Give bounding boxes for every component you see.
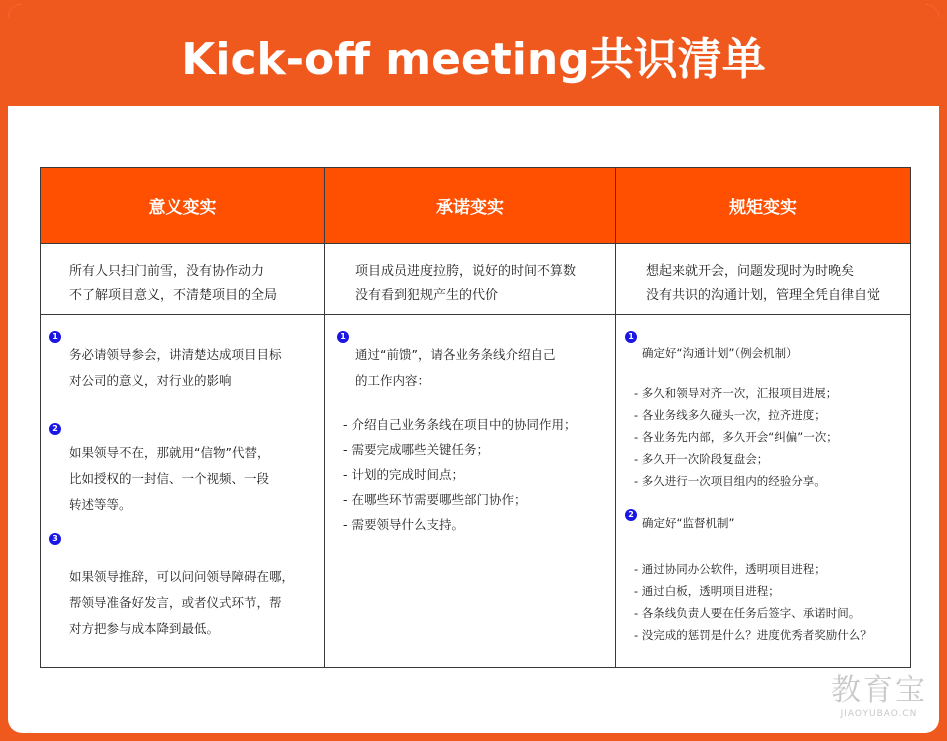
bullet-item: - 多久和领导对齐一次，汇报项目进展； [634,386,838,400]
number-badge: 3 [49,533,61,545]
point-line: 帮领导准备好发言，或者仪式环节，帮 [69,595,282,610]
section-heading: 确定好“监督机制” [642,516,735,530]
point-line: 通过“前馈”，请各业务条线介绍自己 [355,347,556,362]
point-line: 的工作内容： [355,373,431,388]
detail-meaning [41,315,325,668]
bullet-item: - 介绍自己业务条线在项目中的协同作用； [343,417,577,432]
point-line: 对公司的意义，对行业的影响 [69,373,232,388]
header-row [41,168,911,244]
number-badge: 1 [337,331,349,343]
bullet-item: - 各业务线多久碰头一次，拉齐进度； [634,408,826,422]
col-header-meaning: 意义变实 [41,168,325,244]
point-line: 对方把参与成本降到最低。 [69,621,220,636]
point-line: 转述等等。 [69,497,132,512]
point-line: 如果领导推辞，可以问问领导障碍在哪， [69,569,295,584]
watermark-url: JIAOYUBAO.CN [840,709,918,719]
number-badge: 2 [49,423,61,435]
bullet-item: - 需要完成哪些关键任务； [343,442,489,457]
bullet-item: - 各业务先内部，多久开会“纠偏”一次； [634,430,838,444]
detail-commitment [325,315,616,668]
number-badge: 1 [49,331,61,343]
bullet-item: - 多久进行一次项目组内的经验分享。 [634,474,826,488]
bullet-item: - 在哪些环节需要哪些部门协作； [343,492,527,507]
consensus-table [40,167,911,668]
summary-meaning [41,244,325,315]
summary-line: 不了解项目意义，不清楚项目的全局 [69,288,278,303]
watermark-text: 教育宝 [831,673,927,708]
bullet-item: - 需要领导什么支持。 [343,517,464,532]
detail-rules [616,315,911,668]
bullet-item: - 多久开一次阶段复盘会； [634,452,769,466]
summary-line: 想起来就开会，问题发现时为时晚矣 [646,264,855,279]
watermark-logo [831,665,927,719]
bullet-item: - 通过协同办公软件，透明项目进程； [634,562,826,576]
bullet-item: - 通过白板，透明项目进程； [634,584,780,598]
number-badge: 2 [625,509,637,521]
bullet-item: - 各条线负责人要在任务后签字、承诺时间。 [634,606,861,620]
summary-row [41,244,911,315]
summary-commitment [325,244,616,315]
col-header-commitment: 承诺变实 [325,168,616,244]
checklist-card [8,4,939,733]
col-header-rules: 规矩变实 [616,168,911,244]
page-title: Kick-off meeting共识清单 [181,34,766,85]
summary-line: 所有人只扫门前雪，没有协作动力 [69,264,265,279]
detail-row [41,315,911,668]
summary-line: 没有看到犯规产生的代价 [355,288,499,303]
summary-line: 项目成员进度拉胯，说好的时间不算数 [355,264,577,279]
bullet-item: - 计划的完成时间点； [343,467,464,482]
title-banner [8,4,939,106]
number-badge: 1 [625,331,637,343]
section-heading: 确定好“沟通计划”（例会机制） [642,346,798,360]
point-line: 务必请领导参会，讲清楚达成项目目标 [69,347,282,362]
bullet-item: - 没完成的惩罚是什么？进度优秀者奖励什么？ [634,628,872,642]
summary-rules [616,244,911,315]
summary-line: 没有共识的沟通计划，管理全凭自律自觉 [646,288,881,303]
point-line: 如果领导不在，那就用“信物”代替， [69,445,270,460]
point-line: 比如授权的一封信、一个视频、一段 [69,471,270,486]
